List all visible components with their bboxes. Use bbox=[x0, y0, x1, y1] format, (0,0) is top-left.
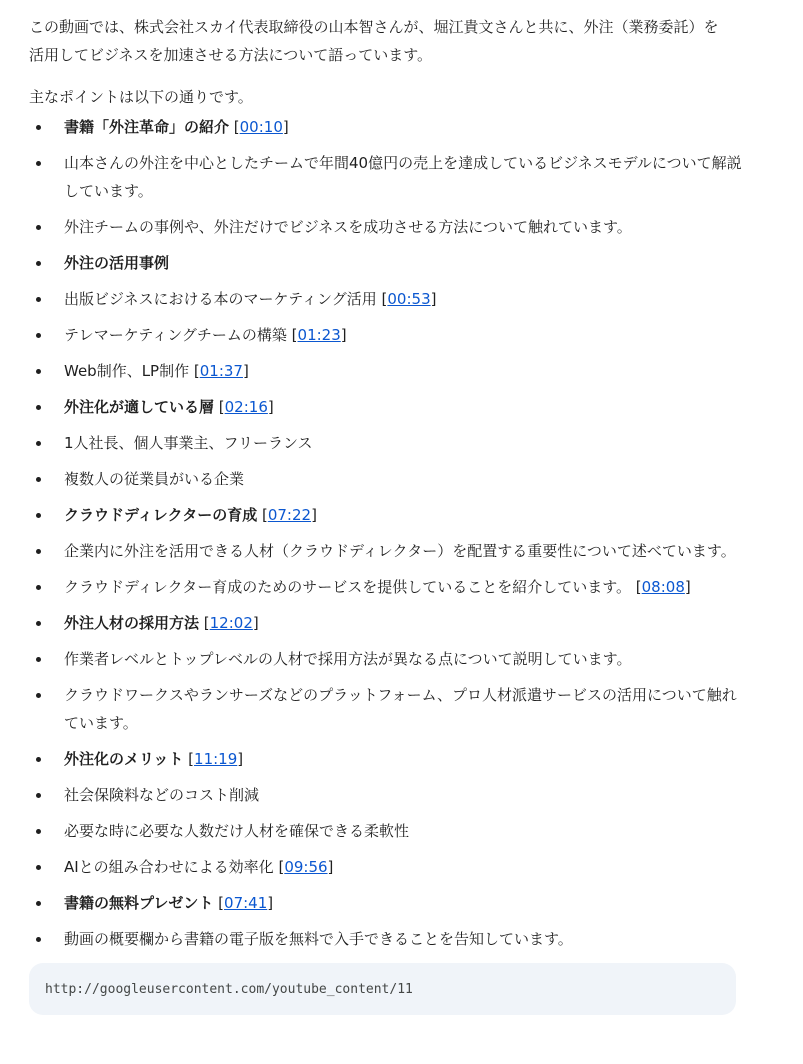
bullet-icon bbox=[36, 477, 41, 482]
list-item-text: 企業内に外注を活用できる人材（クラウドディレクター）を配置する重要性について述べています。 bbox=[64, 542, 736, 560]
list-item-text: 外注人材の採用方法 bbox=[64, 614, 200, 632]
timestamp-link[interactable]: 02:16 bbox=[224, 398, 268, 416]
bullet-icon bbox=[36, 513, 41, 518]
bullet-icon bbox=[36, 657, 41, 662]
list-item bbox=[29, 573, 744, 601]
timestamp-link[interactable]: 09:56 bbox=[284, 858, 328, 876]
list-item-text: 出版ビジネスにおける本のマーケティング活用 bbox=[64, 290, 377, 308]
list-item-text: 外注化が適している層 bbox=[64, 398, 215, 416]
list-item-text: 外注化のメリット bbox=[64, 750, 184, 768]
timestamp-wrapper: [08:08] bbox=[631, 578, 691, 596]
list-item-text: AIとの組み合わせによる効率化 bbox=[64, 858, 274, 876]
list-item bbox=[29, 781, 744, 809]
list-item-text: 1人社長、個人事業主、フリーランス bbox=[64, 434, 313, 452]
bullet-icon bbox=[36, 693, 41, 698]
bullet-icon bbox=[36, 865, 41, 870]
list-item-text: 社会保険料などのコスト削減 bbox=[64, 786, 260, 804]
list-item-text: クラウドディレクターの育成 bbox=[64, 506, 258, 524]
bullet-icon bbox=[36, 829, 41, 834]
timestamp-wrapper: [11:19] bbox=[183, 750, 244, 768]
list-item bbox=[29, 681, 744, 737]
bullet-icon bbox=[36, 405, 41, 410]
code-block-url[interactable]: http://googleusercontent.com/youtube_content/11 bbox=[45, 981, 413, 997]
code-block[interactable] bbox=[29, 963, 736, 1015]
list-item bbox=[29, 745, 744, 773]
bullet-icon bbox=[36, 901, 41, 906]
timestamp-wrapper: [07:41] bbox=[213, 894, 274, 912]
list-item-text: 書籍の無料プレゼント bbox=[64, 894, 214, 912]
points-list bbox=[29, 113, 749, 953]
list-item-text: 作業者レベルとトップレベルの人材で採用方法が異なる点について説明しています。 bbox=[64, 650, 632, 668]
timestamp-wrapper: [09:56] bbox=[273, 858, 334, 876]
list-item-text: 複数人の従業員がいる企業 bbox=[64, 470, 245, 488]
timestamp-wrapper: [01:23] bbox=[286, 326, 347, 344]
list-item-text: 書籍「外注革命」の紹介 bbox=[64, 118, 230, 136]
bullet-icon bbox=[36, 261, 41, 266]
bullet-icon bbox=[36, 297, 41, 302]
timestamp-link[interactable]: 01:23 bbox=[297, 326, 341, 344]
timestamp-link[interactable]: 00:53 bbox=[387, 290, 431, 308]
list-item-text: 必要な時に必要な人数だけ人材を確保できる柔軟性 bbox=[64, 822, 410, 840]
list-item bbox=[29, 429, 744, 457]
timestamp-link[interactable]: 00:10 bbox=[239, 118, 283, 136]
list-item-text: 動画の概要欄から書籍の電子版を無料で入手できることを告知しています。 bbox=[64, 930, 573, 948]
timestamp-wrapper: [07:22] bbox=[257, 506, 317, 524]
timestamp-wrapper: [01:37] bbox=[189, 362, 249, 380]
list-item bbox=[29, 285, 744, 313]
list-item bbox=[29, 149, 744, 205]
list-item bbox=[29, 357, 744, 385]
list-item bbox=[29, 465, 744, 493]
list-item bbox=[29, 113, 744, 141]
timestamp-wrapper: [12:02] bbox=[199, 614, 259, 632]
timestamp-link[interactable]: 07:41 bbox=[224, 894, 268, 912]
timestamp-wrapper: [00:10] bbox=[229, 118, 289, 136]
bullet-icon bbox=[36, 621, 41, 626]
list-item bbox=[29, 817, 744, 845]
timestamp-link[interactable]: 08:08 bbox=[641, 578, 685, 596]
timestamp-wrapper: [02:16] bbox=[214, 398, 274, 416]
timestamp-link[interactable]: 12:02 bbox=[209, 614, 253, 632]
list-item-text: クラウドディレクター育成のためのサービスを提供していることを紹介しています。 bbox=[64, 578, 632, 596]
bullet-icon bbox=[36, 757, 41, 762]
list-item bbox=[29, 645, 744, 673]
list-item bbox=[29, 249, 744, 277]
list-item bbox=[29, 393, 744, 421]
bullet-icon bbox=[36, 549, 41, 554]
bullet-icon bbox=[36, 161, 41, 166]
bullet-icon bbox=[36, 585, 41, 590]
list-item bbox=[29, 853, 744, 881]
intro-paragraph: この動画では、株式会社スカイ代表取締役の山本智さんが、堀江貴文さんと共に、外注（業務委託）を活用してビジネスを加速させる方法について語っています。 bbox=[29, 18, 719, 64]
list-item bbox=[29, 213, 744, 241]
list-item-text: クラウドワークスやランサーズなどのプラットフォーム、プロ人材派遣サービスの活用について触れています。 bbox=[64, 686, 737, 732]
lead-paragraph: 主なポイントは以下の通りです。 bbox=[29, 88, 253, 106]
list-item-text: 外注の活用事例 bbox=[64, 254, 170, 272]
list-item-text: Web制作、LP制作 bbox=[64, 362, 190, 380]
list-item-text: 外注チームの事例や、外注だけでビジネスを成功させる方法について触れています。 bbox=[64, 218, 632, 236]
list-item bbox=[29, 321, 744, 349]
list-item bbox=[29, 925, 744, 953]
timestamp-link[interactable]: 01:37 bbox=[199, 362, 243, 380]
list-item bbox=[29, 537, 744, 565]
list-item bbox=[29, 501, 744, 529]
timestamp-wrapper: [00:53] bbox=[376, 290, 437, 308]
bullet-icon bbox=[36, 937, 41, 942]
list-item-text: テレマーケティングチームの構築 bbox=[64, 326, 287, 344]
list-item bbox=[29, 609, 744, 637]
timestamp-link[interactable]: 11:19 bbox=[194, 750, 238, 768]
list-item-text: 山本さんの外注を中心としたチームで年間40億円の売上を達成しているビジネスモデルについて解説しています。 bbox=[64, 154, 742, 200]
bullet-icon bbox=[36, 225, 41, 230]
bullet-icon bbox=[36, 125, 41, 130]
bullet-icon bbox=[36, 333, 41, 338]
list-item bbox=[29, 889, 744, 917]
bullet-icon bbox=[36, 369, 41, 374]
timestamp-link[interactable]: 07:22 bbox=[267, 506, 312, 524]
bullet-icon bbox=[36, 441, 41, 446]
bullet-icon bbox=[36, 793, 41, 798]
